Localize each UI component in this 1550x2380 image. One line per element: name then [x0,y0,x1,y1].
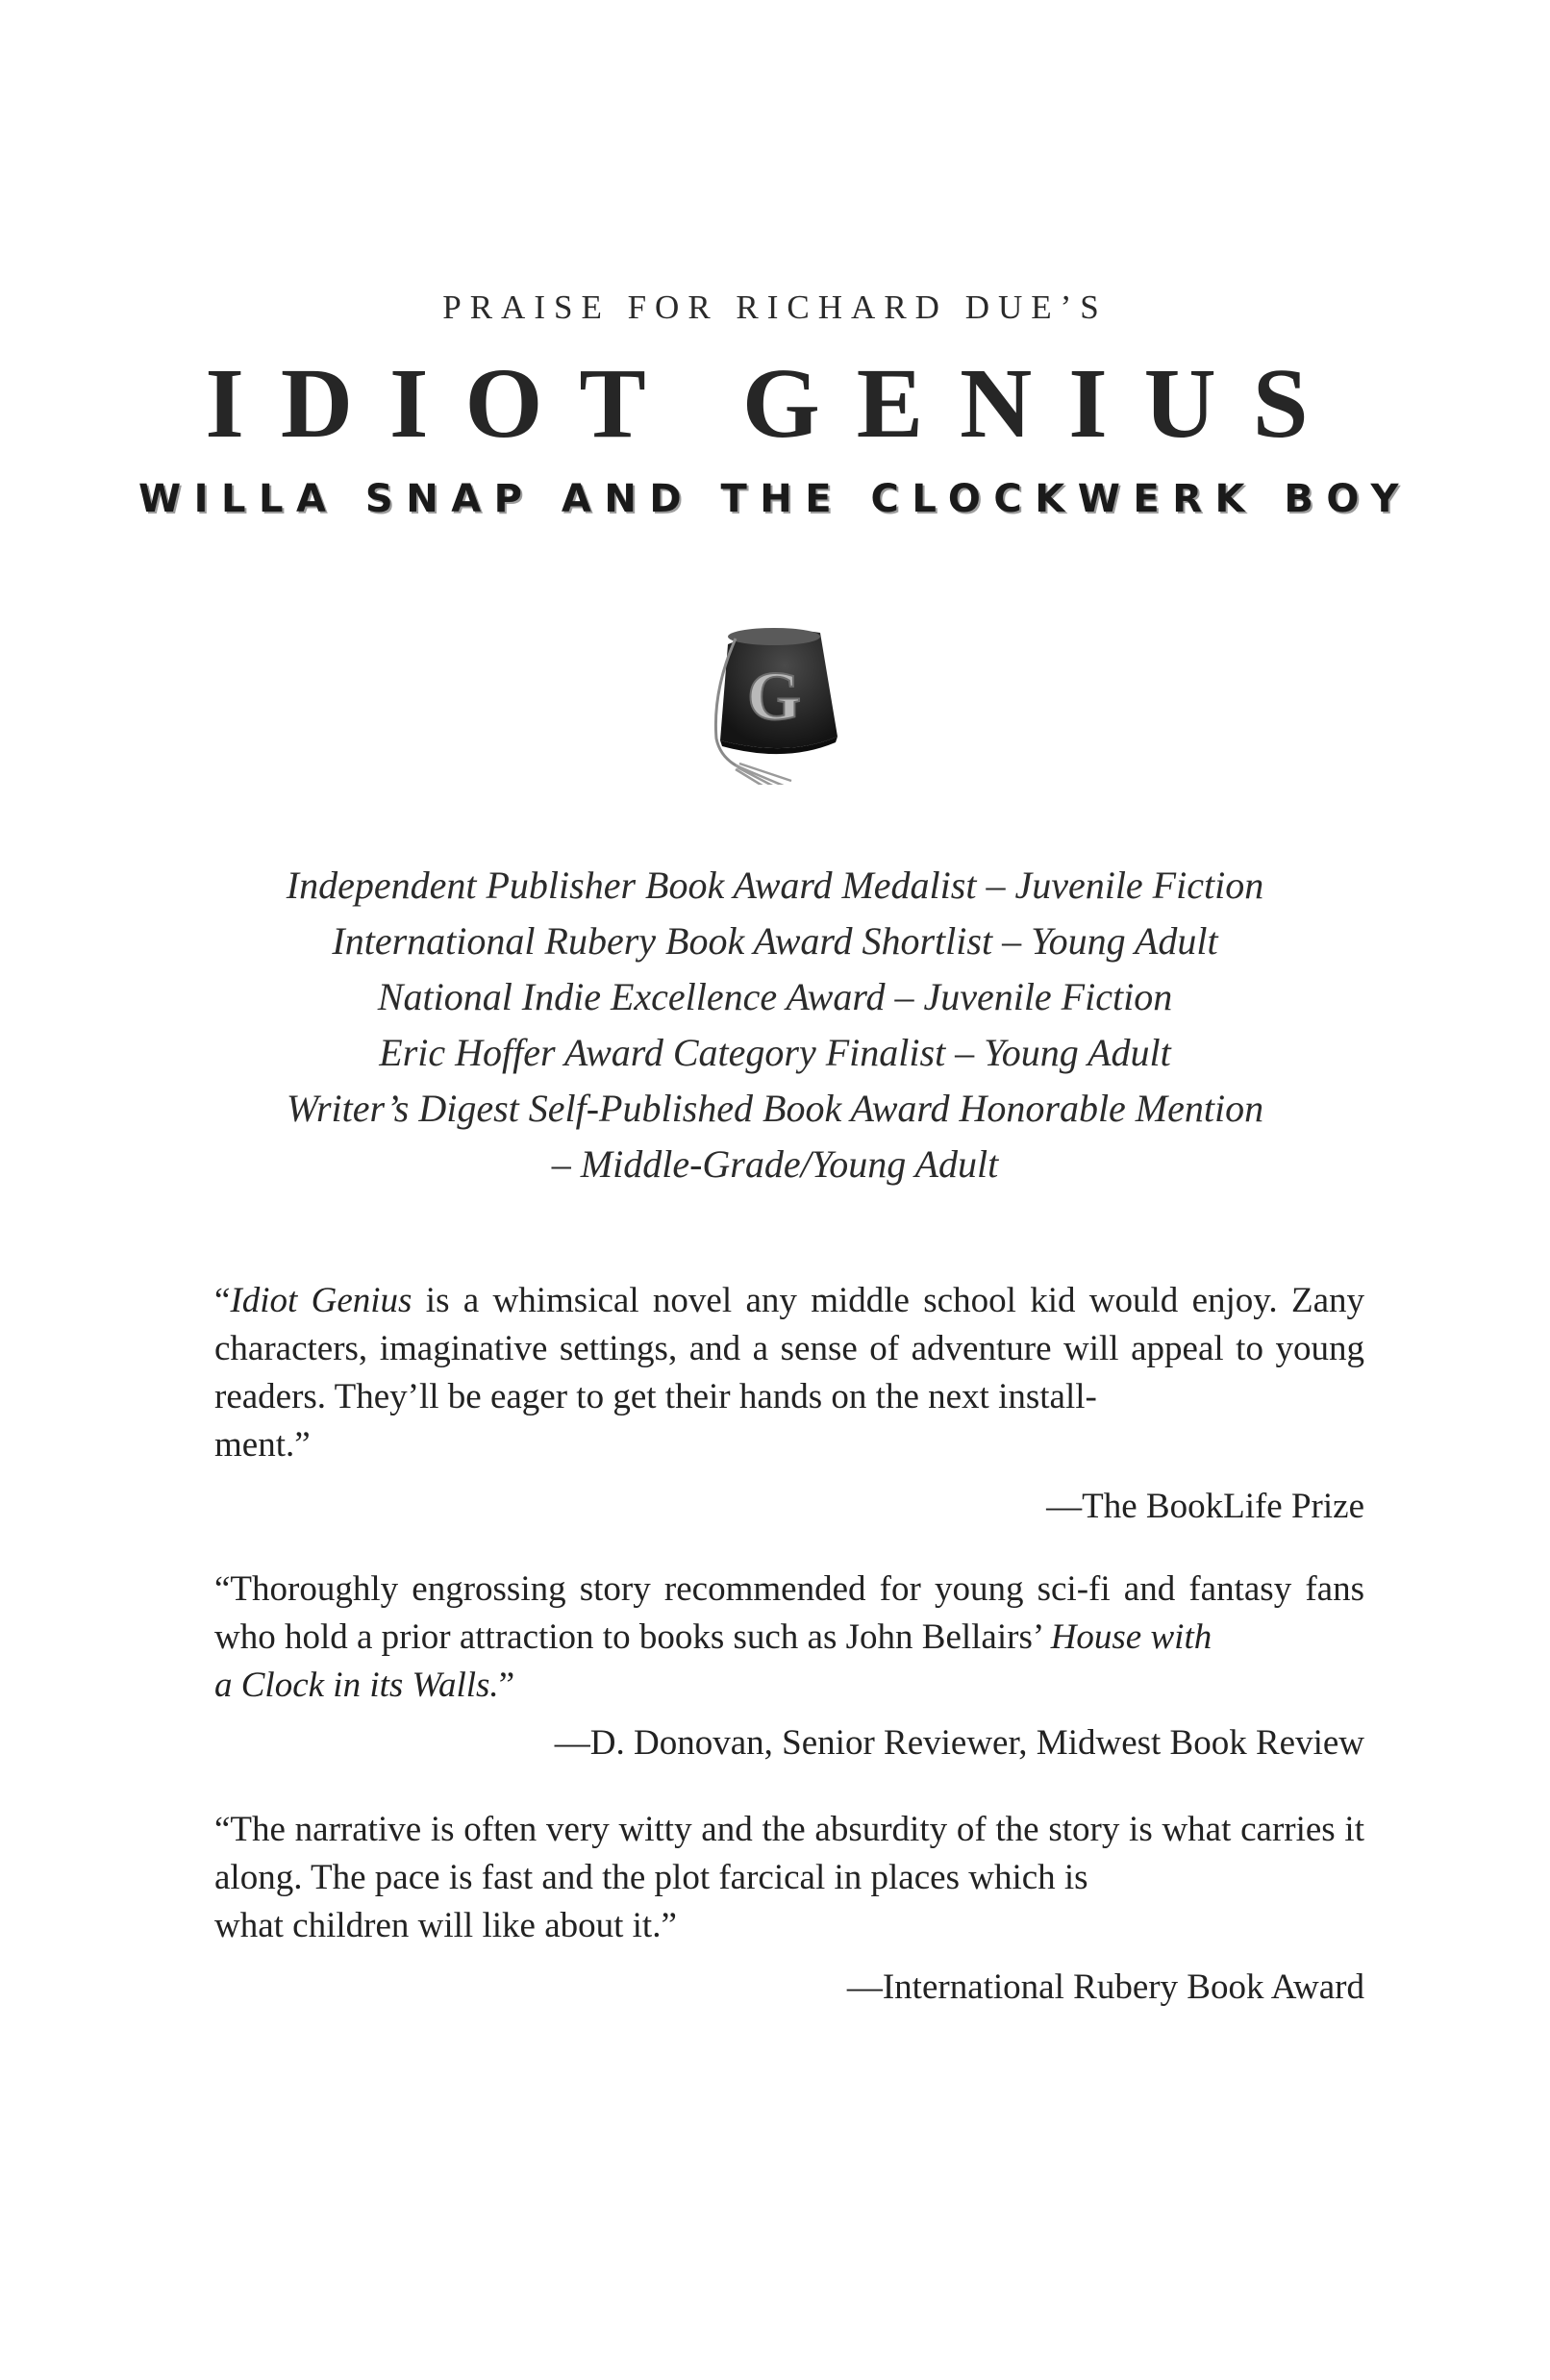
review-quote: “Thoroughly engrossing story recommended for young sci-fi and fantasy fans who hold a prior attraction to books such as John Bellairs’ House with a Clock in its Walls.” [214,1569,1364,1705]
review-attribution: —D. Donovan, Senior Reviewer, Midwest Book Review [554,1723,1364,1763]
quoted-book-title: a Clock in its Walls. [214,1666,499,1705]
award-line: – Middle-Grade/Young Adult [551,1142,999,1186]
praise-heading: PRAISE FOR RICHARD DUE’S [442,288,1108,326]
quoted-book-title: House with [1050,1617,1212,1657]
reviews-section [214,1277,1364,2012]
book-title: IDIOT GENIUS [205,348,1345,459]
awards-list [173,858,1377,1192]
review-attribution: —The BookLife Prize [1046,1487,1364,1526]
review-quote: “Idiot Genius is a whimsical novel any middle school kid would enjoy. Zany characters, imaginative settings, and a sense of adventure will appeal to young readers. They’ll be eager to get their hands on the next install- ment.” [214,1281,1365,1465]
book-subtitle: WILLA SNAP AND THE CLOCKWERK BOY [138,477,1412,521]
fez-hat-icon [707,623,843,785]
emblem-letter: G [746,658,802,735]
award-line: Writer’s Digest Self-Published Book Award Honorable Mention [286,1087,1264,1130]
award-line: Independent Publisher Book Award Medalist – Juvenile Fiction [286,864,1264,907]
quoted-book-title: Idiot Genius [230,1281,412,1320]
award-line: Eric Hoffer Award Category Finalist – Young Adult [379,1031,1171,1074]
review-attribution: —International Rubery Book Award [846,1967,1364,2007]
review-quote: “The narrative is often very witty and the absurdity of the story is what carries it along. The pace is fast and the plot farcical in places which is what children will like about it.” [214,1810,1364,1945]
award-line: National Indie Excellence Award – Juvenile Fiction [377,975,1173,1018]
award-line: International Rubery Book Award Shortlist – Young Adult [332,919,1218,963]
